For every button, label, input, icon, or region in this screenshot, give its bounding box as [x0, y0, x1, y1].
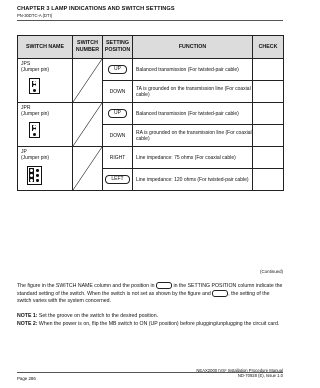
table-row [18, 59, 284, 81]
switch-number-cell [73, 147, 103, 191]
switch-name: JP [21, 149, 27, 155]
position-left-pill: LEFT [105, 175, 129, 184]
setting-position: DOWN [103, 125, 133, 147]
table-row [18, 103, 284, 125]
paragraph-part-2: in the SETTING POSITION column indicate the standard setting of the switch. When the switch is not set as shown by the figure and [17, 282, 283, 297]
position-up-pill: UP [108, 65, 127, 74]
switch-note: (Jumper pin) [21, 67, 50, 74]
check-cell[interactable] [253, 103, 284, 125]
switch-note: (Jumper pin) [21, 111, 50, 118]
note-2 [17, 321, 283, 328]
switch-name-cell [18, 103, 73, 147]
inline-pill-icon [156, 282, 172, 289]
paragraph-part-1: The figure in the SWITCH NAME column and the position in [17, 282, 155, 289]
setting-position [103, 169, 133, 191]
note-1-label: NOTE 1: [17, 313, 38, 319]
doc-number: ND-70928 (E), Issue 1.0 [237, 373, 283, 379]
col-function: FUNCTION [133, 36, 253, 59]
col-switch-name: SWITCH NAME [18, 36, 73, 59]
setting-position [103, 103, 133, 125]
setting-position [103, 59, 133, 81]
function-text: Line impedance: 120 ohms (For twisted-pair cable) [133, 169, 253, 191]
switch-name-cell [18, 59, 73, 103]
jumper-pin-block-icon [27, 166, 42, 185]
note-2-text: When the power is on, flip the MB switch to ON (UP position) before plugging/unplugging the circuit card. [38, 321, 280, 327]
switch-name-cell [18, 147, 73, 191]
note-2-label: NOTE 2: [17, 321, 38, 327]
continued-label: (Continued) [260, 269, 283, 274]
switch-number-cell [73, 59, 103, 103]
manual-title: NEAX2000 IVS² Installation Procedure Manual [196, 368, 283, 373]
table-row [18, 147, 284, 169]
footer-right [196, 368, 283, 378]
position-up-pill: UP [108, 109, 127, 118]
table-header-row [18, 36, 284, 59]
function-text: Balanced transmission (For twisted-pair cable) [133, 103, 253, 125]
setting-position: DOWN [103, 81, 133, 103]
setting-position: RIGHT [103, 147, 133, 169]
check-cell[interactable] [253, 59, 284, 81]
jumper-pin-icon [29, 78, 40, 94]
function-text: TA is grounded on the transmission line (For coaxial cable) [133, 81, 253, 103]
page-number: Page 286 [17, 376, 36, 381]
check-cell[interactable] [253, 125, 284, 147]
header-divider [17, 20, 283, 21]
switch-note: (Jumper pin) [21, 155, 50, 162]
col-check: CHECK [253, 36, 284, 59]
paragraph-part-3: , the setting of the switch varies with the system concerned. [17, 290, 270, 305]
jumper-pin-icon [29, 122, 40, 138]
switch-name: JPR [21, 105, 31, 111]
switch-number-cell [73, 103, 103, 147]
note-1-text: Set the groove on the switch to the desired position. [38, 313, 159, 319]
col-switch-number: SWITCH NUMBER [73, 36, 103, 59]
function-text: Balanced transmission (For twisted-pair cable) [133, 59, 253, 81]
col-setting-position: SETTING POSITION [103, 36, 133, 59]
check-cell[interactable] [253, 81, 284, 103]
switch-settings-table [17, 35, 284, 191]
explanation-paragraph [17, 282, 283, 305]
check-cell[interactable] [253, 169, 284, 191]
switch-name: JPS [21, 61, 31, 67]
check-cell[interactable] [253, 147, 284, 169]
chapter-title: CHAPTER 3 LAMP INDICATIONS AND SWITCH SETTINGS [17, 6, 175, 12]
inline-pill-icon [212, 290, 228, 297]
part-number: PN-30DTC-A (DTI) [17, 13, 53, 18]
function-text: RA is grounded on the transmission line (For coaxial cable) [133, 125, 253, 147]
function-text: Line impedance: 75 ohms (For coaxial cable) [133, 147, 253, 169]
note-1 [17, 313, 283, 320]
footer-divider [17, 372, 283, 373]
